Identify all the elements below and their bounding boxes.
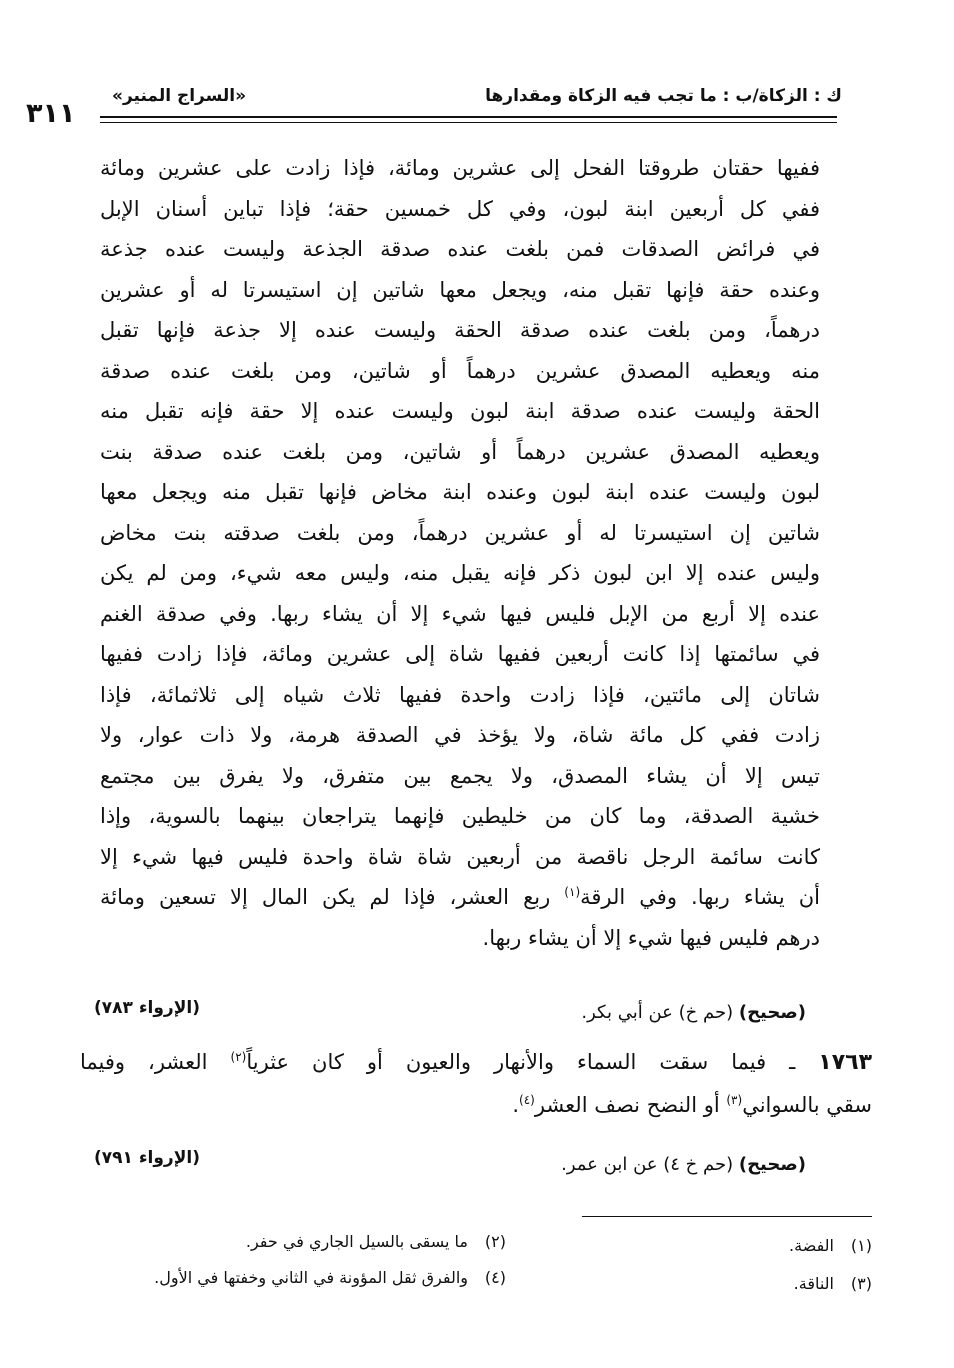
hadith-text: سقي بالسواني — [742, 1093, 872, 1117]
footnote-number: (٤) — [484, 1268, 506, 1287]
grading-label: (صحيح) — [738, 1002, 806, 1023]
hadith-text: العشر، وفيما — [80, 1050, 231, 1074]
footnote-text: ما يسقى بالسيل الجاري في حفر. — [245, 1232, 468, 1251]
footnote-separator — [582, 1216, 872, 1217]
chapter-header: ك : الزكاة/ب : ما تجب فيه الزكاة ومقدارها — [485, 86, 842, 106]
grading-source: (حم خ) عن أبي بكر. — [581, 1002, 739, 1023]
body-line: خشية الصدقة، وما كان من خليطين فإنهما يتراجعان بينهما بالسوية، وإذا — [100, 804, 820, 828]
body-line: عنده إلا أربع من الإبل فليس فيها شيء إلا أن يشاء ربها. وفي صدقة الغنم — [100, 601, 820, 626]
footnote-1 — [789, 1234, 872, 1258]
book-title-header: «السراج المنير» — [112, 86, 247, 106]
body-line: شاتين إن استيسرتا له أو عشرين درهماً، ومن بلغت صدقته بنت مخاض — [100, 520, 820, 545]
body-line: ففي كل أربعين ابنة لبون، وفي كل خمسين حقة؛ فإذا تباين أسنان الإبل — [100, 196, 820, 221]
header-rule-thin — [100, 122, 837, 123]
hadith-grading — [561, 1152, 806, 1178]
grading-source: (حم خ ٤) عن ابن عمر. — [561, 1154, 739, 1175]
footnote-3 — [794, 1272, 872, 1296]
body-line: درهم فليس فيها شيء إلا أن يشاء ربها. — [482, 925, 820, 950]
body-line: منه ويعطيه المصدق عشرين درهماً أو شاتين، ومن بلغت عنده صدقة — [100, 358, 820, 383]
footnote-4 — [154, 1266, 506, 1290]
hadith-grading — [581, 1000, 806, 1026]
hadith-1763 — [80, 1041, 872, 1126]
body-line: وعنده حقة فإنها تقبل منه، ويجعل معها شاتين إن استيسرتا له أو عشرين — [100, 277, 820, 302]
page-number: ٣١١ — [26, 98, 76, 129]
footnote-marker: (٣) — [726, 1093, 743, 1107]
body-line: في سائمتها إذا كانت أربعين ففيها شاة إلى عشرين ومائة، فإذا زادت ففيها — [100, 642, 820, 666]
header-rule-thick — [100, 116, 837, 118]
body-line: الحقة وليست عنده صدقة ابنة لبون وليست عنده إلا حقة فإنه تقبل منه — [100, 399, 820, 423]
hadith-text: فيما سقت السماء والأنهار والعيون أو كان عثرياً — [246, 1050, 767, 1074]
body-line: ويعطيه المصدق عشرين درهماً أو شاتين، ومن بلغت عنده صدقة بنت — [100, 439, 820, 464]
footnote-marker: (٢) — [230, 1050, 247, 1064]
body-line — [100, 877, 820, 918]
body-line-text: أن يشاء ربها. وفي الرقة — [580, 885, 820, 909]
body-line: في فرائض الصدقات فمن بلغت عنده صدقة الجذعة وليست عنده جذعة — [100, 237, 820, 261]
hadith-body — [100, 148, 820, 958]
hadith-text: أو النضح نصف العشر — [534, 1093, 727, 1117]
hadith-text: . — [512, 1093, 520, 1117]
footnote-marker: (١) — [564, 885, 581, 899]
footnote-marker: (٤) — [519, 1093, 535, 1107]
footnote-number: (٣) — [850, 1274, 872, 1293]
footnote-number: (٢) — [484, 1232, 506, 1251]
body-line: ففيها حقتان طروقتا الفحل إلى عشرين ومائة، فإذا زادت على عشرين ومائة — [100, 156, 820, 180]
hadith-dash: ـ — [766, 1050, 819, 1074]
body-line: شاتان إلى مائتين، فإذا زادت واحدة ففيها ثلاث شياه إلى ثلاثمائة، فإذا — [100, 682, 820, 707]
hadith-number: ١٧٦٣ — [818, 1050, 872, 1075]
body-line: كانت سائمة الرجل ناقصة من أربعين شاة شاة واحدة فليس فيها شيء إلا — [100, 844, 820, 869]
body-line: درهماً، ومن بلغت عنده صدقة الحقة وليست عنده إلا جذعة فإنها تقبل — [100, 318, 820, 342]
footnote-2 — [246, 1230, 506, 1254]
footnote-number: (١) — [850, 1236, 872, 1255]
body-line-text: ربع العشر، فإذا لم يكن المال إلا تسعين ومائة — [100, 885, 565, 909]
footnote-text: والفرق ثقل المؤونة في الثاني وخفتها في الأول. — [154, 1268, 468, 1287]
irwa-reference: (الإرواء ٧٨٣) — [94, 998, 200, 1018]
footnote-text: الناقة. — [793, 1274, 834, 1293]
body-line: وليس عنده إلا ابن لبون ذكر فإنه يقبل منه، وليس معه شيء، ومن لم يكن — [100, 561, 820, 585]
grading-label: (صحيح) — [738, 1154, 806, 1175]
body-line: زادت ففي كل مائة شاة، ولا يؤخذ في الصدقة هرمة، ولا ذات عوار، ولا — [100, 723, 820, 747]
irwa-reference: (الإرواء ٧٩١) — [94, 1148, 200, 1168]
hadith-line — [80, 1041, 872, 1084]
footnote-text: الفضة. — [789, 1236, 834, 1255]
body-line: لبون وليست عنده ابنة لبون وعنده ابنة مخاض فإنها تقبل منه ويجعل معها — [100, 480, 820, 504]
hadith-line — [80, 1084, 872, 1126]
body-line: تيس إلا أن يشاء المصدق، ولا يجمع بين متفرق، ولا يفرق بين مجتمع — [100, 763, 820, 788]
